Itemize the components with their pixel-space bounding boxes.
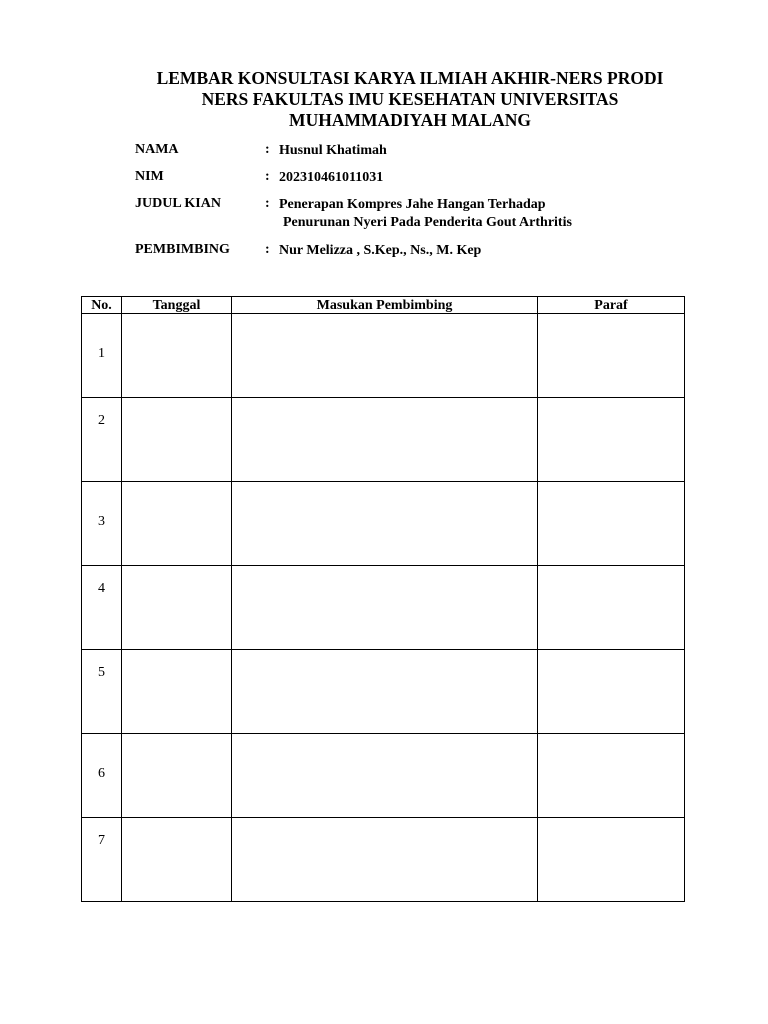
paraf-cell[interactable] (538, 734, 685, 818)
judul-value (279, 196, 572, 232)
tanggal-cell[interactable] (122, 566, 232, 650)
pembimbing-colon: : (265, 242, 270, 257)
row-number-text: 6 (98, 766, 105, 781)
row-number-text: 4 (98, 581, 105, 596)
row-number (82, 398, 122, 482)
paraf-cell[interactable] (538, 398, 685, 482)
title-line-1: LEMBAR KONSULTASI KARYA ILMIAH AKHIR-NERS PRODI (156, 68, 664, 88)
title-line-2: NERS FAKULTAS IMU KESEHATAN UNIVERSITAS (201, 89, 619, 109)
row-number (82, 566, 122, 650)
header-no: No. (82, 297, 122, 314)
nama-label: NAMA (135, 142, 179, 157)
judul-line-2: Penurunan Nyeri Pada Penderita Gout Arthritis (283, 215, 572, 230)
nama-colon: : (265, 142, 270, 157)
tanggal-cell[interactable] (122, 482, 232, 566)
tanggal-cell[interactable] (122, 650, 232, 734)
masukan-cell[interactable] (232, 650, 538, 734)
judul-colon: : (265, 196, 270, 211)
masukan-cell[interactable] (232, 818, 538, 902)
row-number (82, 734, 122, 818)
masukan-cell[interactable] (232, 314, 538, 398)
table-row (82, 398, 685, 482)
header-masukan: Masukan Pembimbing (232, 297, 538, 314)
consultation-table (81, 296, 685, 902)
nama-value: Husnul Khatimah (279, 143, 387, 158)
row-number (82, 650, 122, 734)
paraf-cell[interactable] (538, 818, 685, 902)
paraf-cell[interactable] (538, 566, 685, 650)
paraf-cell[interactable] (538, 482, 685, 566)
masukan-cell[interactable] (232, 734, 538, 818)
masukan-cell[interactable] (232, 398, 538, 482)
header-tanggal: Tanggal (122, 297, 232, 314)
pembimbing-value: Nur Melizza , S.Kep., Ns., M. Kep (279, 243, 482, 258)
row-number-text: 3 (98, 514, 105, 529)
page-title (120, 68, 700, 131)
tanggal-cell[interactable] (122, 734, 232, 818)
row-number-text: 7 (98, 833, 105, 848)
row-number (82, 482, 122, 566)
tanggal-cell[interactable] (122, 398, 232, 482)
table-row (82, 650, 685, 734)
pembimbing-label: PEMBIMBING (135, 242, 230, 257)
judul-line-1: Penerapan Kompres Jahe Hangan Terhadap (279, 197, 546, 212)
row-number (82, 818, 122, 902)
row-number-text: 5 (98, 665, 105, 680)
table-row (82, 734, 685, 818)
masukan-cell[interactable] (232, 566, 538, 650)
title-line-3: MUHAMMADIYAH MALANG (289, 110, 531, 130)
paraf-cell[interactable] (538, 650, 685, 734)
row-number (82, 314, 122, 398)
judul-label: JUDUL KIAN (135, 196, 221, 211)
table-row (82, 566, 685, 650)
table-row (82, 314, 685, 398)
nim-label: NIM (135, 169, 164, 184)
table-row (82, 482, 685, 566)
tanggal-cell[interactable] (122, 818, 232, 902)
nim-colon: : (265, 169, 270, 184)
header-paraf: Paraf (538, 297, 685, 314)
paraf-cell[interactable] (538, 314, 685, 398)
row-number-text: 1 (98, 346, 105, 361)
nim-value: 202310461011031 (279, 170, 384, 185)
table-header-row (82, 297, 685, 314)
table-row (82, 818, 685, 902)
masukan-cell[interactable] (232, 482, 538, 566)
tanggal-cell[interactable] (122, 314, 232, 398)
row-number-text: 2 (98, 413, 105, 428)
